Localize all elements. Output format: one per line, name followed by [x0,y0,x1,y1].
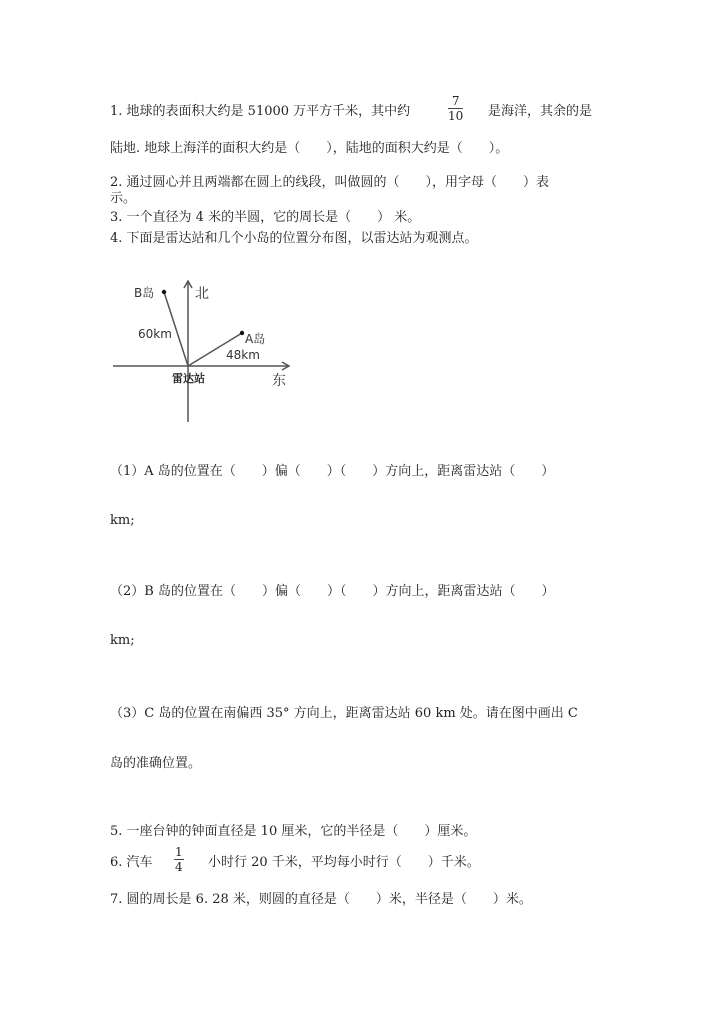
q4-sub2-unit: km; [110,633,135,648]
station-label: 雷达站 [172,372,205,385]
q4-text: 4. 下面是雷达站和几个小岛的位置分布图，以雷达站为观测点。 [110,231,478,246]
fraction-denominator: 4 [175,860,183,874]
q1-text: 1. 地球的表面积大约是 51000 万平方千米，其中约 [110,104,411,119]
b-island-label: B岛 [134,286,155,300]
east-label: 东 [272,373,286,389]
fraction-numerator: 7 [448,94,463,109]
q3-text: 3. 一个直径为 4 米的半圆，它的周长是（ ） 米。 [110,210,421,225]
q2-text: 2. 通过圆心并且两端都在圆上的线段，叫做圆的（ ），用字母（ ）表 [110,175,550,190]
q1-text-b: 是海洋，其余的是 [488,104,593,119]
q6-text-b: 小时行 20 千米，平均每小时行（ ）千米。 [208,855,480,870]
a-island-point [240,331,244,335]
q5-text: 5. 一座台钟的钟面直径是 10 厘米，它的半径是（ ）厘米。 [110,824,477,839]
a-distance-label: 48km [226,348,260,362]
q2-text-b: 示。 [110,191,137,206]
q4-sub3: （3）C 岛的位置在南偏西 35° 方向上，距离雷达站 60 km 处。请在图中画出 C [110,706,578,721]
q1-text-c: 陆地. 地球上海洋的面积大约是（ ），陆地的面积大约是（ ）。 [110,141,509,156]
q1-fraction [448,94,463,123]
fraction-denominator: 10 [448,109,464,123]
q6-text: 6. 汽车 [110,855,153,870]
north-label: 北 [195,286,209,302]
q6-fraction [174,845,184,874]
b-island-point [162,290,166,294]
fraction-numerator: 1 [175,845,183,859]
a-island-label: A岛 [245,332,266,346]
q4-sub3-b: 岛的准确位置。 [110,756,202,771]
b-distance-label: 60km [138,327,172,341]
q4-sub1: （1）A 岛的位置在（ ）偏（ ）（ ）方向上，距离雷达站（ ） [110,464,555,479]
q4-sub2: （2）B 岛的位置在（ ）偏（ ）（ ）方向上，距离雷达站（ ） [110,584,555,599]
radar-diagram [100,270,320,430]
q7-text: 7. 圆的周长是 6. 28 米，则圆的直径是（ ）米，半径是（ ）米。 [110,892,532,907]
q4-sub1-unit: km; [110,513,135,528]
